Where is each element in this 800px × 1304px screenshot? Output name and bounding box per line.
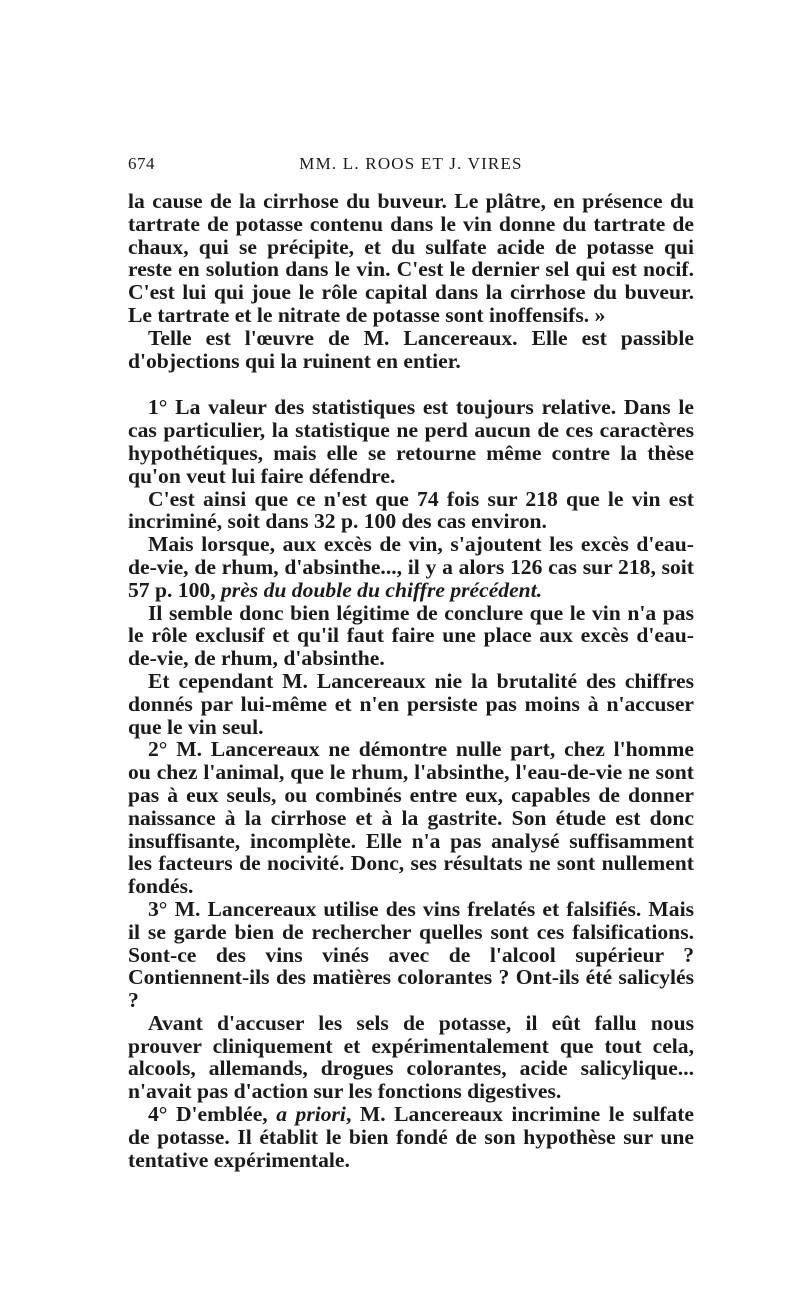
paragraph-continuation: la cause de la cirrhose du buveur. Le plâtre, en présence du tartrate de potasse contenu dans le vin donne du tartrate de chaux, qui se précipite, et du sulfate acide de potasse qui reste en solution dans le vin. C'est le dernier sel qui est nocif. C'est lui qui joue le rôle capital dans la cirrhose du buveur. Le tartrate et le nitrate de potasse sont inoffensifs. » [128, 189, 694, 327]
paragraph-point-2: 2° M. Lancereaux ne démontre nulle part, chez l'homme ou chez l'animal, que le rhum, l'absinthe, l'eau-de-vie ne sont pas à eux seuls, ou combinés entre eux, capables de donner naissance à la cirrhose et à la gastrite. Son étude est donc insuffisante, incomplète. Elle n'a pas analysé suffisamment les facteurs de nocivité. Donc, ses résultats ne sont nullement fondés. [128, 737, 694, 899]
running-title: MM. L. ROOS ET J. VIRES [299, 154, 523, 173]
paragraph-conclusion: Il semble donc bien légitime de conclure que le vin n'a pas le rôle exclusif et qu'il faut faire une place aux excès d'eau-de-vie, de rhum, d'absinthe. [128, 600, 694, 671]
paragraph-text: 4° D'emblée, [148, 1102, 277, 1127]
paragraph-denial: Et cependant M. Lancereaux nie la brutalité des chiffres donnés par lui-même et n'en persiste pas moins à n'accuser que le vin seul. [128, 668, 694, 739]
paragraph-proof: Avant d'accuser les sels de potasse, il eût fallu nous prouver cliniquement et expérimentalement que tout cela, alcools, allemands, drogues colorantes, acide salicylique... n'avait pas d'action sur les fonctions digestives. [128, 1010, 694, 1104]
paragraph-objections-intro: Telle est l'œuvre de M. Lancereaux. Elle est passible d'objections qui la ruinent en entier. [128, 325, 694, 373]
paragraph-point-1: 1° La valeur des statistiques est toujours relative. Dans le cas particulier, la statistique ne perd aucun de ces caractères hypothétiques, mais elle se retourne même contre la thèse qu'on veut lui faire défendre. [128, 395, 694, 488]
paragraph-text: Mais lorsque, aux excès de vin, s'ajoutent les excès d'eau-de-vie, de rhum, d'absinthe..., il y a alors 126 cas sur 218, soit 57 p. 100, [128, 532, 694, 602]
paragraph-point-4 [128, 1103, 694, 1171]
page-number: 674 [128, 154, 155, 173]
paragraph-point-3: 3° M. Lancereaux utilise des vins frelatés et falsifiés. Mais il se garde bien de rechercher quelles sont ces falsifications. Sont-ce des vins vinés avec de l'alcool supérieur ? Contiennent-ils des matières colorantes ? Ont-ils été salicylés ? [128, 896, 694, 1013]
body-text [128, 190, 694, 1171]
paragraph-statistic-wine: C'est ainsi que ce n'est que 74 fois sur 218 que le vin est incriminé, soit dans 32 p. 100 des cas environ. [128, 486, 694, 534]
paragraph-statistic-spirits [128, 533, 694, 601]
emphasis-text: a priori [276, 1102, 346, 1127]
running-head [128, 150, 694, 176]
emphasis-text: près du double du chiffre précédent. [221, 577, 543, 602]
paragraph-text: , M. Lancereaux incrimine le sulfate de potasse. Il établit le bien fondé de son hypothèse sur une tentative expérimentale. [128, 1102, 694, 1172]
